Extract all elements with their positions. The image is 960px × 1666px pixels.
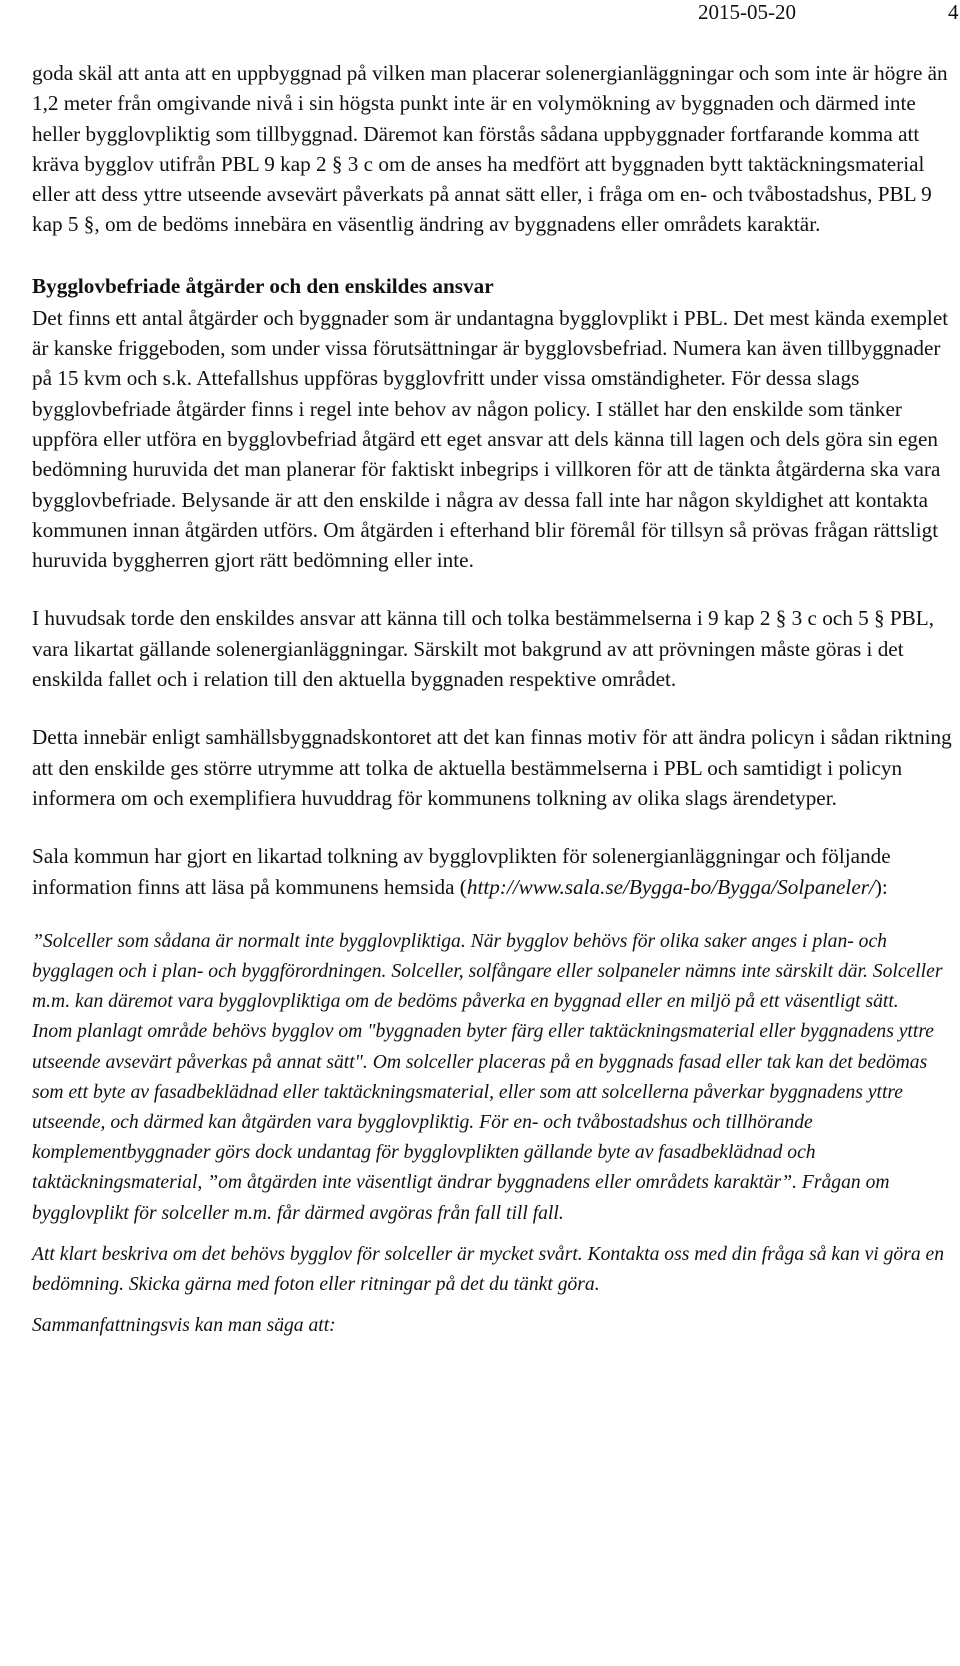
document-body: [32, 58, 958, 1341]
quote-planlagt-omrade: Inom planlagt område behövs bygglov om "byggnaden byter färg eller taktäckningsmaterial eller byggnadens yttre utseende avsevärt påverkas på annat sätt". Om solceller placeras på en byggnads fasad eller tak kan det bedömas som ett byte av fasadbeklädnad eller taktäckningsmaterial, eller som att solcellerna påverkar byggnadens yttre utseende, och därmed kan åtgärden vara bygglovpliktig. För en- och tvåbostadshus och tillhörande komplementbyggnader görs dock undantag för bygglovplikten gällande byte av fasadbeklädnad och taktäckningsmaterial, ”om åtgärden inte väsentligt ändrar byggnadens eller områdets karaktär”. Frågan om bygglovplikt för solceller m.m. får därmed avgöras från fall till fall.: [32, 1021, 934, 1224]
sala-text-end: ):: [874, 874, 888, 899]
quote-kontakta-oss: Att klart beskriva om det behövs bygglov för solceller är mycket svårt. Kontakta oss med din fråga så kan vi göra en bedömning. Skicka gärna med foton eller ritningar på det du tänkt göra.: [32, 1243, 945, 1296]
paragraph-enskildes-ansvar: I huvudsak torde den enskildes ansvar att känna till och tolka bestämmelserna i 9 kap 2 § 3 c och 5 § PBL, vara likartat gällande solenergianläggningar. Särskilt mot bakgrund av att prövningen måste göras i det enskilda fallet och i relation till den aktuella byggnaden respektive området.: [32, 606, 935, 692]
paragraph-bygglovbefriade: Det finns ett antal åtgärder och byggnader som är undantagna bygglovplikt i PBL. Det mest kända exemplet är kanske friggeboden, som under vissa förutsättningar är bygglovsbefriad. Numera kan även tillbyggnader på 15 kvm och s.k. Attefallshus uppföras bygglovfritt under vissa omständigheter. För dessa slags bygglovbefriade åtgärder finns i regel inte behov av någon policy. I stället har den enskilde som tänker uppföra eller utföra en bygglovbefriad åtgärd ett eget ansvar att dels känna till lagen och dels göra sin egen bedömning huruvida det man planerar för faktiskt inbegrips i villkoren för att de tänkta åtgärderna ska vara bygglovbefriade. Belysande är att den enskilde i några av dessa fall inte har någon skyldighet att kontakta kommunen innan åtgärden utförs. Om åtgärden i efterhand blir föremål för tillsyn så prövas frågan rättsligt huruvida byggherren gjort rätt bedömning eller inte.: [32, 305, 949, 573]
paragraph-policy: Detta innebär enligt samhällsbyggnadskontoret att det kan finnas motiv för att ändra policyn i sådan riktning att den enskilde ges större utrymme att tolka de aktuella bestämmelserna i PBL och samtidigt i policyn informera om och exemplifiera huvuddrag för kommunens tolkning av olika slags ärendetyper.: [32, 725, 952, 810]
page-number: 4: [948, 0, 959, 24]
header-date: 2015-05-20: [698, 0, 796, 24]
sala-link[interactable]: http://www.sala.se/Bygga-bo/Bygga/Solpaneler/: [466, 874, 875, 899]
sala-text: Sala kommun har gjort en likartad tolkning av bygglovplikten för solenergianläggningar och följande information finns att läsa på kommunens hemsida (: [32, 844, 891, 899]
quote-solceller-intro: ”Solceller som sådana är normalt inte bygglovpliktiga. När bygglov behövs för olika saker anges i plan- och bygglagen och i plan- och byggförordningen. Solceller, solfångare eller solpaneler nämns inte särskilt där. Solceller m.m. kan däremot vara bygglovpliktiga om de bedöms påverka en byggnad eller en miljö på ett väsentligt sätt.: [32, 930, 943, 1013]
quote-sammanfattning: Sammanfattningsvis kan man säga att:: [32, 1315, 336, 1337]
page-header: [0, 0, 960, 30]
section-heading: Bygglovbefriade åtgärder och den enskildes ansvar: [32, 273, 494, 298]
paragraph-bygglov-uppbyggnad: goda skäl att anta att en uppbyggnad på vilken man placerar solenergianläggningar och som inte är högre än 1,2 meter från omgivande nivå i sin högsta punkt inte är en volymökning av byggnaden och därmed inte heller bygglovpliktig som tillbyggnad. Däremot kan förstås sådana uppbyggnader fortfarande komma att kräva bygglov utifrån PBL 9 kap 2 § 3 c om de anses ha medfört att byggnaden bytt taktäckningsmaterial eller att dess yttre utseende avsevärt påverkats på annat sätt eller, i fråga om en- och tvåbostadshus, PBL 9 kap 5 §, om de bedöms innebära en väsentlig ändring av byggnadens eller områdets karaktär.: [32, 61, 948, 237]
paragraph-sala-kommun: [32, 841, 958, 902]
